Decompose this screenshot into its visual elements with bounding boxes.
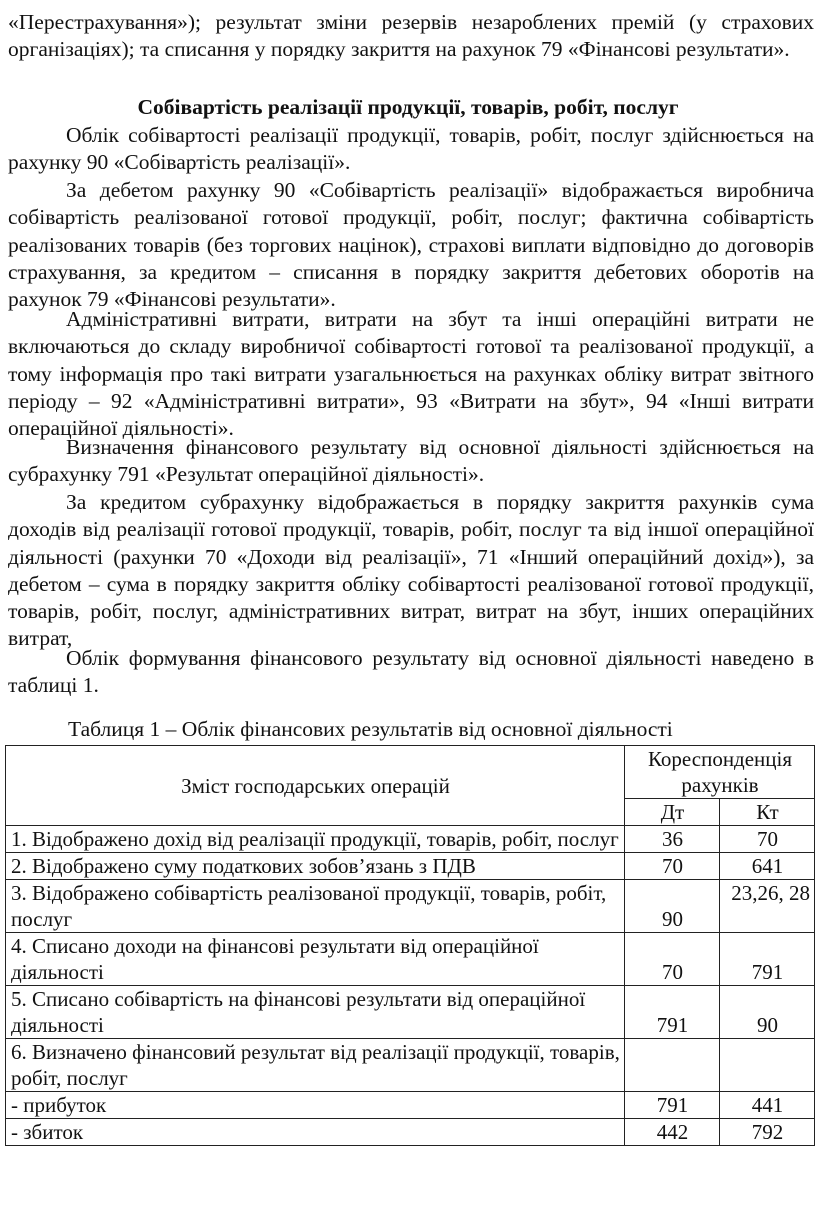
paragraph-cost-account-90: Облік собівартості реалізації продукції, товарів, робіт, послуг здійснюється на рахунку 90 «Собівартість реалізації». xyxy=(8,123,814,175)
table-row xyxy=(6,1119,815,1146)
table-row xyxy=(6,826,815,853)
row-description: - збиток xyxy=(6,1119,625,1146)
table-row xyxy=(6,880,815,933)
row-credit: 792 xyxy=(719,1119,814,1146)
paragraph-debit-account-90: За дебетом рахунку 90 «Собівартість реалізації» відображається виробнича собівартість реалізованої готової продукції, робіт, послуг; фактична собівартість реалізованих товарів (без торгових націнок), страхові виплати відповідно до договорів страхування, за кредитом – списання в порядку закриття дебетових оборотів на рахунок 79 «Фінансові результати». xyxy=(8,178,814,312)
header-credit: Кт xyxy=(719,799,814,826)
row-debit: 70 xyxy=(625,933,720,986)
row-description: 5. Списано собівартість на фінансові результати від операційної діяльності xyxy=(6,986,625,1039)
row-debit: 90 xyxy=(625,880,720,933)
table-row xyxy=(6,1039,815,1092)
row-description: 4. Списано доходи на фінансові результати від операційної діяльності xyxy=(6,933,625,986)
header-debit: Дт xyxy=(625,799,720,826)
table-row xyxy=(6,933,815,986)
table-row xyxy=(6,853,815,880)
row-credit: 90 xyxy=(719,986,814,1039)
table-header-row xyxy=(6,746,815,799)
table-row xyxy=(6,986,815,1039)
section-heading: Собівартість реалізації продукції, товарів, робіт, послуг xyxy=(137,95,679,119)
row-debit: 70 xyxy=(625,853,720,880)
row-credit: 641 xyxy=(719,853,814,880)
row-debit: 791 xyxy=(625,986,720,1039)
row-description: 3. Відображено собівартість реалізованої продукції, товарів, робіт, послуг xyxy=(6,880,625,933)
row-debit: 791 xyxy=(625,1092,720,1119)
row-description: 6. Визначено фінансовий результат від реалізації продукції, товарів, робіт, послуг xyxy=(6,1039,625,1092)
row-credit: 23,26, 28 xyxy=(719,880,814,933)
row-credit xyxy=(719,1039,814,1092)
row-credit: 70 xyxy=(719,826,814,853)
paragraph-credit-subaccount: За кредитом субрахунку відображається в порядку закриття рахунків сума доходів від реалізації готової продукції, товарів, робіт, послуг та від іншої операційної діяльності (рахунки 70 «Доходи від реалізації», 71 «Інший операційний дохід»), за дебетом – сума в порядку закриття обліку собівартості реалізованої готової продукції, товарів, робіт, послуг, адміністративних витрат, витрат на збут, інших операційних витрат, xyxy=(8,490,814,651)
row-debit: 442 xyxy=(625,1119,720,1146)
row-credit: 441 xyxy=(719,1092,814,1119)
paragraph-administrative-expenses: Адміністративні витрати, витрати на збут та інші операційні витрати не включаються до складу виробничої собівартості готової та реалізованої продукції, а тому інформація про такі витрати узагальнюється на рахунках обліку витрат звітного періоду – 92 «Адміністративні витрати», 93 «Витрати на збут», 94 «Інші витрати операційної діяльності». xyxy=(8,307,814,441)
row-debit: 36 xyxy=(625,826,720,853)
row-description: 2. Відображено суму податкових зобов’язань з ПДВ xyxy=(6,853,625,880)
paragraph-financial-result-791: Визначення фінансового результату від основної діяльності здійснюється на субрахунку 791 «Результат операційної діяльності». xyxy=(8,435,814,487)
table-row xyxy=(6,1092,815,1119)
row-description: 1. Відображено дохід від реалізації продукції, товарів, робіт, послуг xyxy=(6,826,625,853)
paragraph-table-reference: Облік формування фінансового результату від основної діяльності наведено в таблиці 1. xyxy=(8,646,814,698)
paragraph-reinsurance-continuation: «Перестрахування»); результат зміни резервів незароблених премій (у страхових організаціях); та списання у порядку закриття на рахунок 79 «Фінансові результати». xyxy=(8,10,814,62)
financial-results-table xyxy=(5,745,815,1146)
row-description: - прибуток xyxy=(6,1092,625,1119)
header-description: Зміст господарських операцій xyxy=(6,746,625,826)
row-credit: 791 xyxy=(719,933,814,986)
row-debit xyxy=(625,1039,720,1092)
header-correspondence: Кореспонденція рахунків xyxy=(625,746,815,799)
table-caption: Таблиця 1 – Облік фінансових результатів від основної діяльності xyxy=(68,717,673,741)
